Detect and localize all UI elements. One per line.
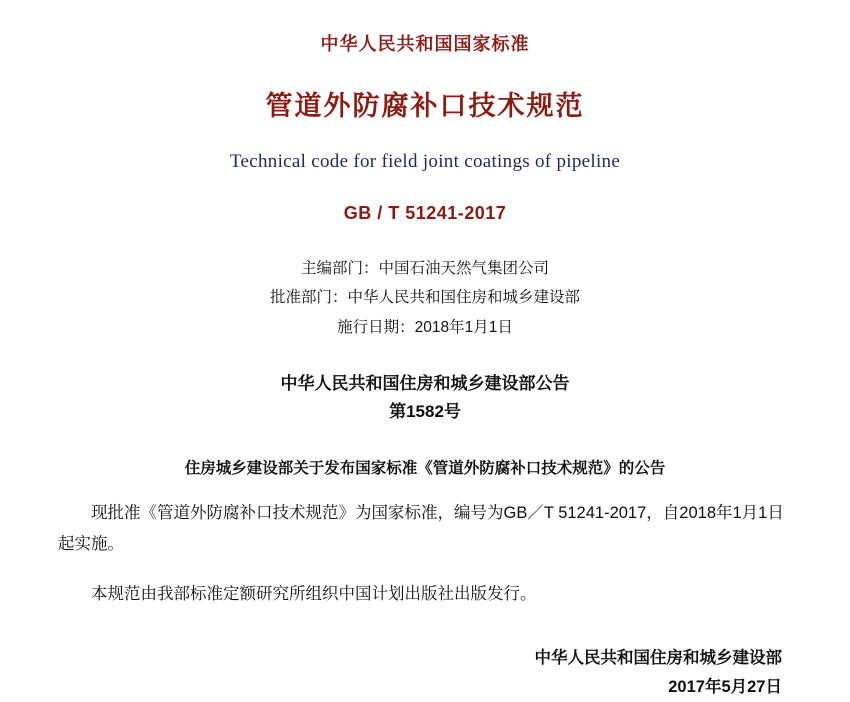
- announcement-issuer: 中华人民共和国住房和城乡建设部公告: [280, 374, 570, 394]
- metadata-line-approver: 批准部门：中华人民共和国住房和城乡建设部: [269, 289, 580, 307]
- national-standard-label: 中华人民共和国国家标准: [320, 34, 530, 54]
- announcement-number: 第1582号: [389, 402, 461, 422]
- signature-block: [58, 644, 792, 702]
- announcement-paragraph-1: 现批准《管道外防腐补口技术规范》为国家标准，编号为GB／T 51241-2017，自2018年1月1日起实施。: [58, 504, 784, 553]
- announcement-subtitle: 住房城乡建设部关于发布国家标准《管道外防腐补口技术规范》的公告: [184, 460, 666, 478]
- signature-organization: 中华人民共和国住房和城乡建设部: [534, 648, 782, 667]
- standard-code: GB / T 51241-2017: [343, 203, 507, 223]
- announcement-paragraph-2: 本规范由我部标准定额研究所组织中国计划出版社出版发行。: [91, 585, 537, 604]
- page-title-english: Technical code for field joint coatings of pipeline: [229, 151, 621, 172]
- announcement-header: [58, 370, 792, 426]
- page-title: 管道外防腐补口技术规范: [265, 91, 585, 121]
- signature-date: 2017年5月27日: [668, 677, 782, 696]
- metadata-block: [58, 254, 792, 342]
- document-page: [0, 30, 850, 696]
- metadata-line-effective-date: 施行日期：2018年1月1日: [337, 318, 513, 336]
- metadata-line-editor: 主编部门：中国石油天然气集团公司: [300, 260, 549, 277]
